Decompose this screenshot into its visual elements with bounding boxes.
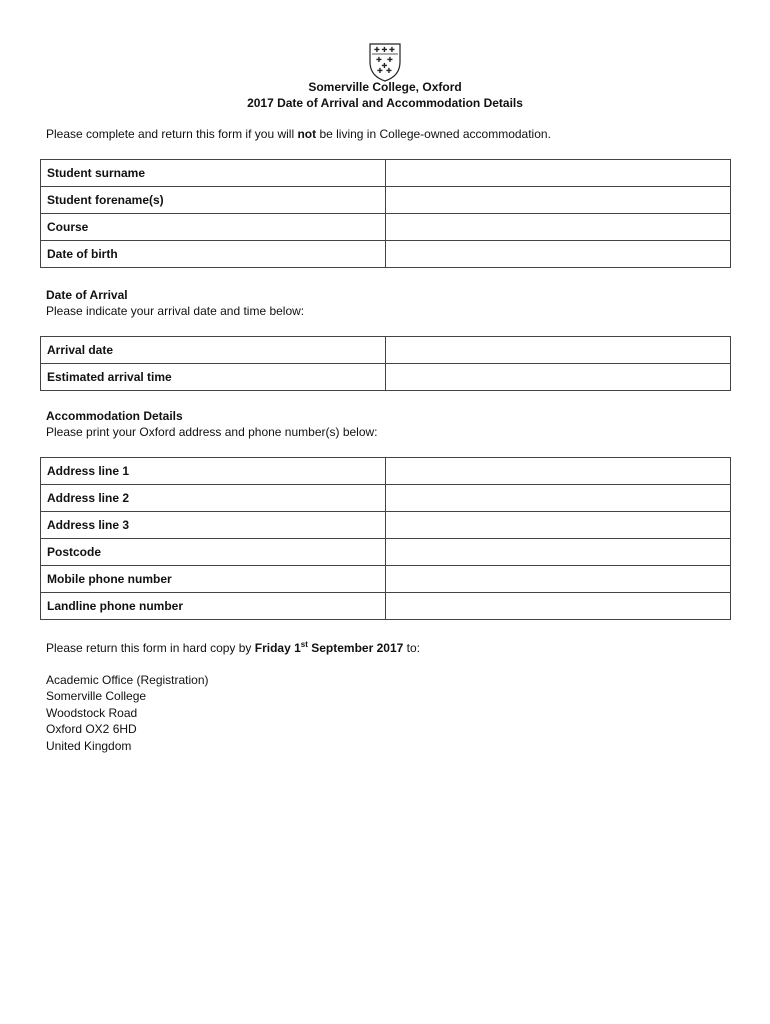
field-label: Address line 1 (41, 458, 386, 485)
svg-text:✚: ✚ (376, 56, 382, 64)
arrival-time-field[interactable] (386, 364, 731, 391)
field-label: Student surname (41, 160, 386, 187)
table-row (41, 364, 731, 391)
intro-text: Please complete and return this form if you will not be living in College-owned accommodation. (46, 127, 551, 141)
table-row (41, 485, 731, 512)
return-instruction: Please return this form in hard copy by Friday 1st September 2017 to: (46, 640, 420, 655)
college-crest-icon (368, 42, 402, 82)
address-line: United Kingdom (46, 738, 132, 753)
table-row (41, 187, 731, 214)
accommodation-heading: Accommodation Details (46, 409, 183, 423)
svg-text:✚: ✚ (389, 46, 395, 54)
field-label: Postcode (41, 539, 386, 566)
arrival-instruction: Please indicate your arrival date and time below: (46, 304, 305, 318)
svg-text:✚: ✚ (387, 56, 393, 64)
table-row (41, 214, 731, 241)
student-details-table (40, 159, 731, 268)
table-row (41, 593, 731, 620)
field-label: Address line 3 (41, 512, 386, 539)
table-row (41, 512, 731, 539)
svg-text:✚: ✚ (386, 67, 392, 75)
table-row (41, 458, 731, 485)
svg-text:✚: ✚ (377, 67, 383, 75)
field-label: Address line 2 (41, 485, 386, 512)
svg-text:✚: ✚ (381, 46, 388, 54)
table-row (41, 566, 731, 593)
address-line: Oxford OX2 6HD (46, 722, 137, 737)
table-row (41, 539, 731, 566)
date-of-birth-field[interactable] (386, 241, 731, 268)
table-row (41, 337, 731, 364)
student-forenames-field[interactable] (386, 187, 731, 214)
svg-text:✚: ✚ (381, 62, 388, 70)
field-label: Arrival date (41, 337, 386, 364)
field-label: Landline phone number (41, 593, 386, 620)
field-label: Estimated arrival time (41, 364, 386, 391)
arrival-date-field[interactable] (386, 337, 731, 364)
course-field[interactable] (386, 214, 731, 241)
address-line-1-field[interactable] (386, 458, 731, 485)
accommodation-table (40, 457, 731, 620)
address-line: Academic Office (Registration) (46, 673, 209, 687)
form-title: 2017 Date of Arrival and Accommodation Details (247, 96, 523, 110)
field-label: Mobile phone number (41, 566, 386, 593)
student-surname-field[interactable] (386, 160, 731, 187)
address-line: Woodstock Road (46, 705, 138, 720)
arrival-heading: Date of Arrival (46, 288, 128, 302)
field-label: Student forename(s) (41, 187, 386, 214)
address-line-2-field[interactable] (386, 485, 731, 512)
intro-emphasis: not (297, 127, 317, 141)
college-name: Somerville College, Oxford (308, 80, 462, 94)
table-row (41, 160, 731, 187)
arrival-table (40, 336, 731, 391)
mobile-phone-field[interactable] (386, 566, 731, 593)
field-label: Date of birth (41, 241, 386, 268)
address-line: Somerville College (46, 689, 147, 704)
postcode-field[interactable] (386, 539, 731, 566)
accommodation-instruction: Please print your Oxford address and phone number(s) below: (46, 425, 378, 439)
field-label: Course (41, 214, 386, 241)
return-deadline: Friday 1st September 2017 (254, 640, 404, 655)
svg-text:✚: ✚ (374, 46, 380, 54)
return-address (46, 672, 209, 754)
landline-phone-field[interactable] (386, 593, 731, 620)
address-line-3-field[interactable] (386, 512, 731, 539)
table-row (41, 241, 731, 268)
